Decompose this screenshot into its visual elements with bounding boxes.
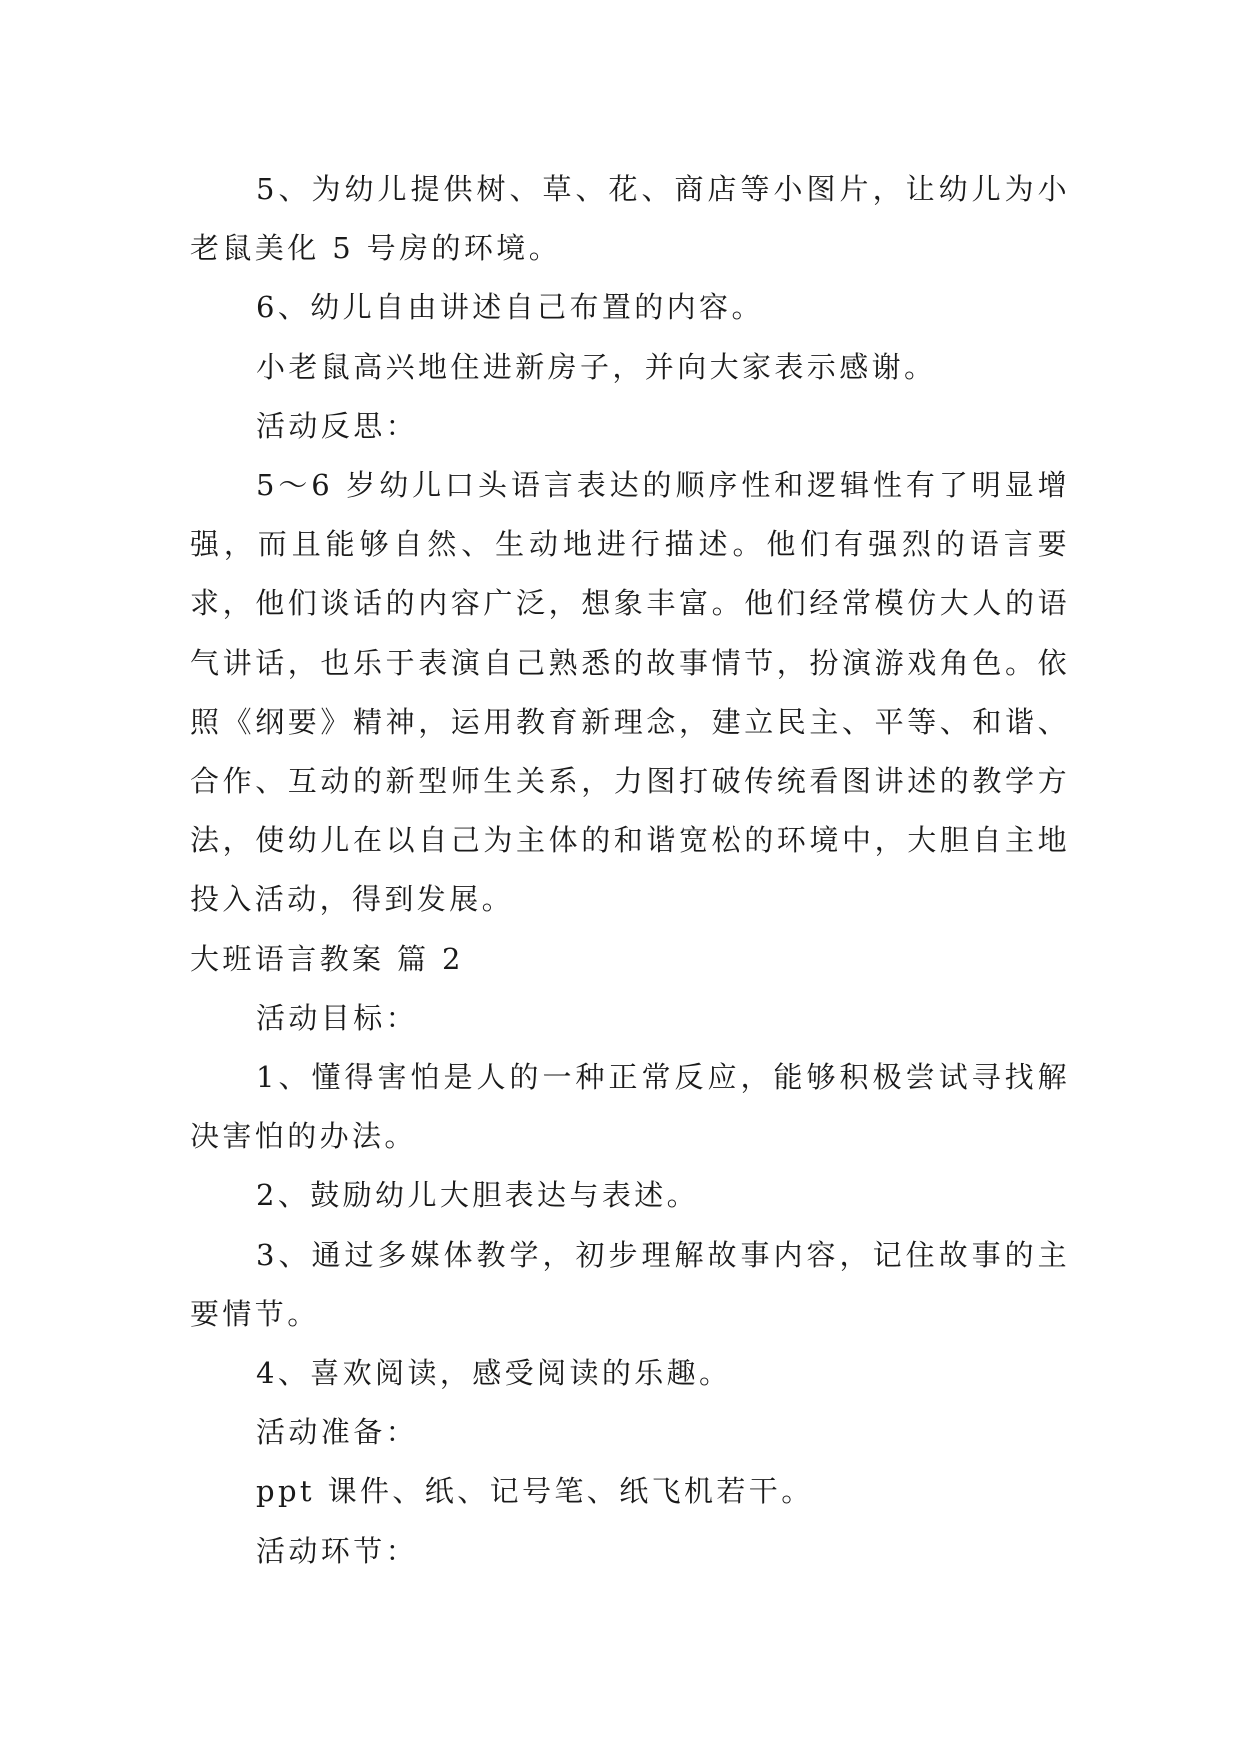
paragraph-step-5: 5、为幼儿提供树、草、花、商店等小图片，让幼儿为小老鼠美化 5 号房的环境。 [190, 172, 1070, 266]
paragraph-reflection: 5～6 岁幼儿口头语言表达的顺序性和逻辑性有了明显增强，而且能够自然、生动地进行描述。他们有强烈的语言要求，他们谈话的内容广泛，想象丰富。他们经常模仿大人的语气讲话，也乐于表演自己熟悉的故事情节，扮演游戏角色。依照《纲要》精神，运用教育新理念，建立民主、平等、和谐、合作、互动的新型师生关系，力图打破传统看图讲述的教学方法，使幼儿在以自己为主体的和谐宽松的环境中，大胆自主地投入活动，得到发展。 [190, 468, 1070, 917]
heading-activity-preparation: 活动准备： [256, 1415, 419, 1450]
paragraph-goal-2: 2、鼓励幼儿大胆表达与表述。 [256, 1178, 700, 1213]
section-heading: 大班语言教案 篇 2 [190, 941, 464, 976]
paragraph-goal-1: 1、懂得害怕是人的一种正常反应，能够积极尝试寻找解决害怕的办法。 [190, 1060, 1070, 1154]
heading-activity-goals: 活动目标： [256, 1000, 419, 1035]
paragraph-step-6: 6、幼儿自由讲述自己布置的内容。 [256, 290, 764, 325]
paragraph-thanks: 小老鼠高兴地住进新房子，并向大家表示感谢。 [256, 349, 937, 384]
paragraph-preparation: ppt 课件、纸、记号笔、纸飞机若干。 [256, 1474, 814, 1509]
heading-activity-steps: 活动环节： [256, 1533, 419, 1568]
heading-activity-reflection: 活动反思： [256, 408, 419, 443]
paragraph-goal-4: 4、喜欢阅读，感受阅读的乐趣。 [256, 1356, 732, 1391]
document-body [190, 160, 1070, 1581]
paragraph-goal-3: 3、通过多媒体教学，初步理解故事内容，记住故事的主要情节。 [190, 1237, 1070, 1331]
